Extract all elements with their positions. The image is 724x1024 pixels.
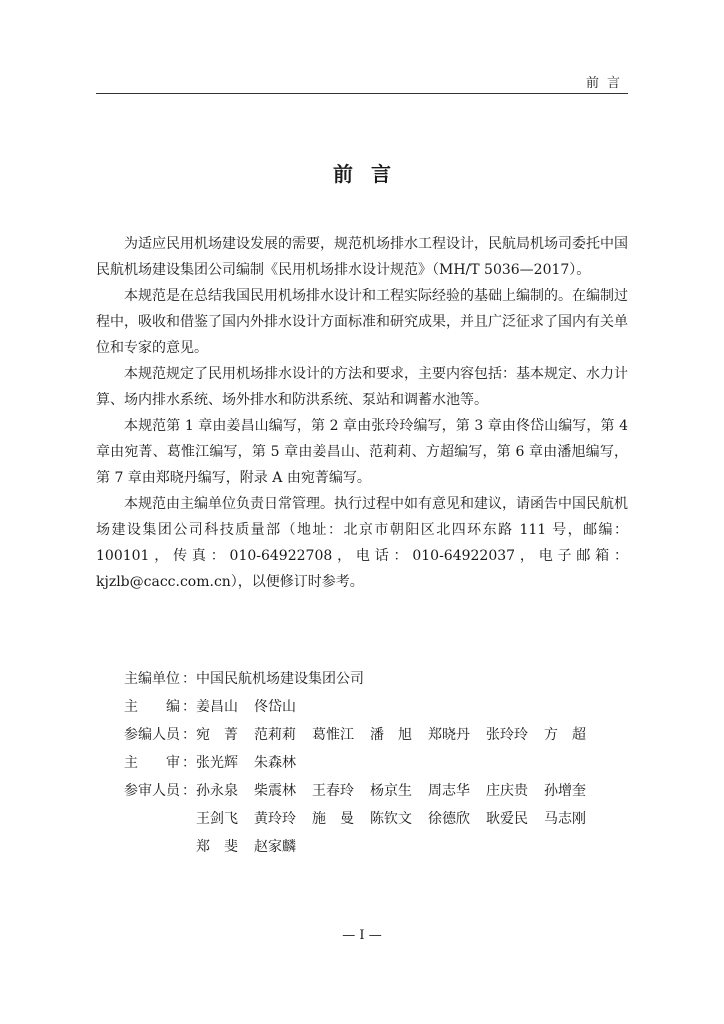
- paragraph: 本规范规定了民用机场排水设计的方法和要求，主要内容包括：基本规定、水力计算、场内排水系统、场外排水和防洪系统、泵站和调蓄水池等。: [96, 366, 628, 408]
- person-name: 黄玲玲: [254, 811, 296, 827]
- paragraph: 为适应民用机场建设发展的需要，规范机场排水工程设计，民航局机场司委托中国民航机场建设集团公司编制《民用机场排水设计规范》（MH/T 5036—2017）。: [96, 236, 628, 278]
- header-rule: [96, 93, 628, 94]
- name-list: [196, 693, 628, 721]
- colon: ：: [182, 671, 196, 687]
- credits-block: [124, 665, 628, 861]
- credit-editors: [124, 721, 628, 749]
- credit-label-text: 参编人员: [124, 727, 180, 743]
- person-name: 孙增奎: [544, 783, 586, 799]
- person-name: 杨京生: [370, 783, 412, 799]
- page-title: 前言: [333, 162, 409, 186]
- person-name: 王剑飞: [196, 811, 238, 827]
- person-name: 郑 斐: [196, 839, 238, 855]
- credit-label: [124, 721, 196, 749]
- name-list: [196, 777, 628, 861]
- person-name: 葛惟江: [312, 727, 354, 743]
- person-name: 孙永泉: [196, 783, 238, 799]
- colon: ：: [182, 783, 196, 799]
- person-name: 徐德欣: [428, 811, 470, 827]
- person-name: 施 曼: [312, 811, 354, 827]
- page-number: — I —: [342, 928, 382, 943]
- person-name: 张玲玲: [486, 727, 528, 743]
- person-name: 陈钦文: [370, 811, 412, 827]
- name-list: [196, 749, 628, 777]
- person-name: 郑晓丹: [428, 727, 470, 743]
- person-name: 赵家麟: [254, 839, 296, 855]
- person-name: 庄庆贵: [486, 783, 528, 799]
- person-name: 张光辉: [196, 755, 238, 771]
- credit-label: [124, 777, 196, 805]
- credit-editor-unit: [124, 665, 628, 693]
- credit-label-text: 主编单位: [124, 671, 180, 687]
- person-name: 潘 旭: [370, 727, 412, 743]
- preface-body: [96, 231, 628, 595]
- person-name: 王春玲: [312, 783, 354, 799]
- person-name: 柴震林: [254, 783, 296, 799]
- colon: ：: [182, 727, 196, 743]
- person-name: 耿爱民: [486, 811, 528, 827]
- credit-label: [124, 693, 196, 721]
- credit-label-text: 主 审: [124, 755, 180, 771]
- credit-chief-reviewers: [124, 749, 628, 777]
- person-name: 马志刚: [544, 811, 586, 827]
- paragraph: 本规范是在总结我国民用机场排水设计和工程实际经验的基础上编制的。在编制过程中，吸收和借鉴了国内外排水设计方面标准和研究成果，并且广泛征求了国内有关单位和专家的意见。: [96, 288, 628, 356]
- person-name: 佟岱山: [254, 699, 296, 715]
- credit-label-text: 主 编: [124, 699, 180, 715]
- person-name: 姜昌山: [196, 699, 238, 715]
- credit-label-text: 参审人员: [124, 783, 180, 799]
- person-name: 宛 菁: [196, 727, 238, 743]
- credit-label: [124, 749, 196, 777]
- credit-reviewers: [124, 777, 628, 861]
- person-name: 范莉莉: [254, 727, 296, 743]
- running-head: 前言: [585, 76, 628, 91]
- credit-label: [124, 665, 196, 693]
- editor-unit-name: 中国民航机场建设集团公司: [196, 671, 364, 687]
- person-name: 周志华: [428, 783, 470, 799]
- paragraph: 本规范由主编单位负责日常管理。执行过程中如有意见和建议，请函告中国民航机场建设集团公司科技质量部（地址：北京市朝阳区北四环东路 111 号，邮编：100101，传真：010-64922708，电话：010-64922037，电子邮箱：kjzlb@cacc.com.cn），以便修订时参考。: [96, 496, 628, 590]
- credit-chief-editors: [124, 693, 628, 721]
- colon: ：: [182, 699, 196, 715]
- colon: ：: [182, 755, 196, 771]
- name-list: [196, 721, 628, 749]
- person-name: 朱森林: [254, 755, 296, 771]
- person-name: 方 超: [544, 727, 586, 743]
- paragraph: 本规范第 1 章由姜昌山编写，第 2 章由张玲玲编写，第 3 章由佟岱山编写，第 4 章由宛菁、葛惟江编写，第 5 章由姜昌山、范莉莉、方超编写，第 6 章由潘旭编写，第 7 章由郑晓丹编写，附录 A 由宛菁编写。: [96, 418, 628, 486]
